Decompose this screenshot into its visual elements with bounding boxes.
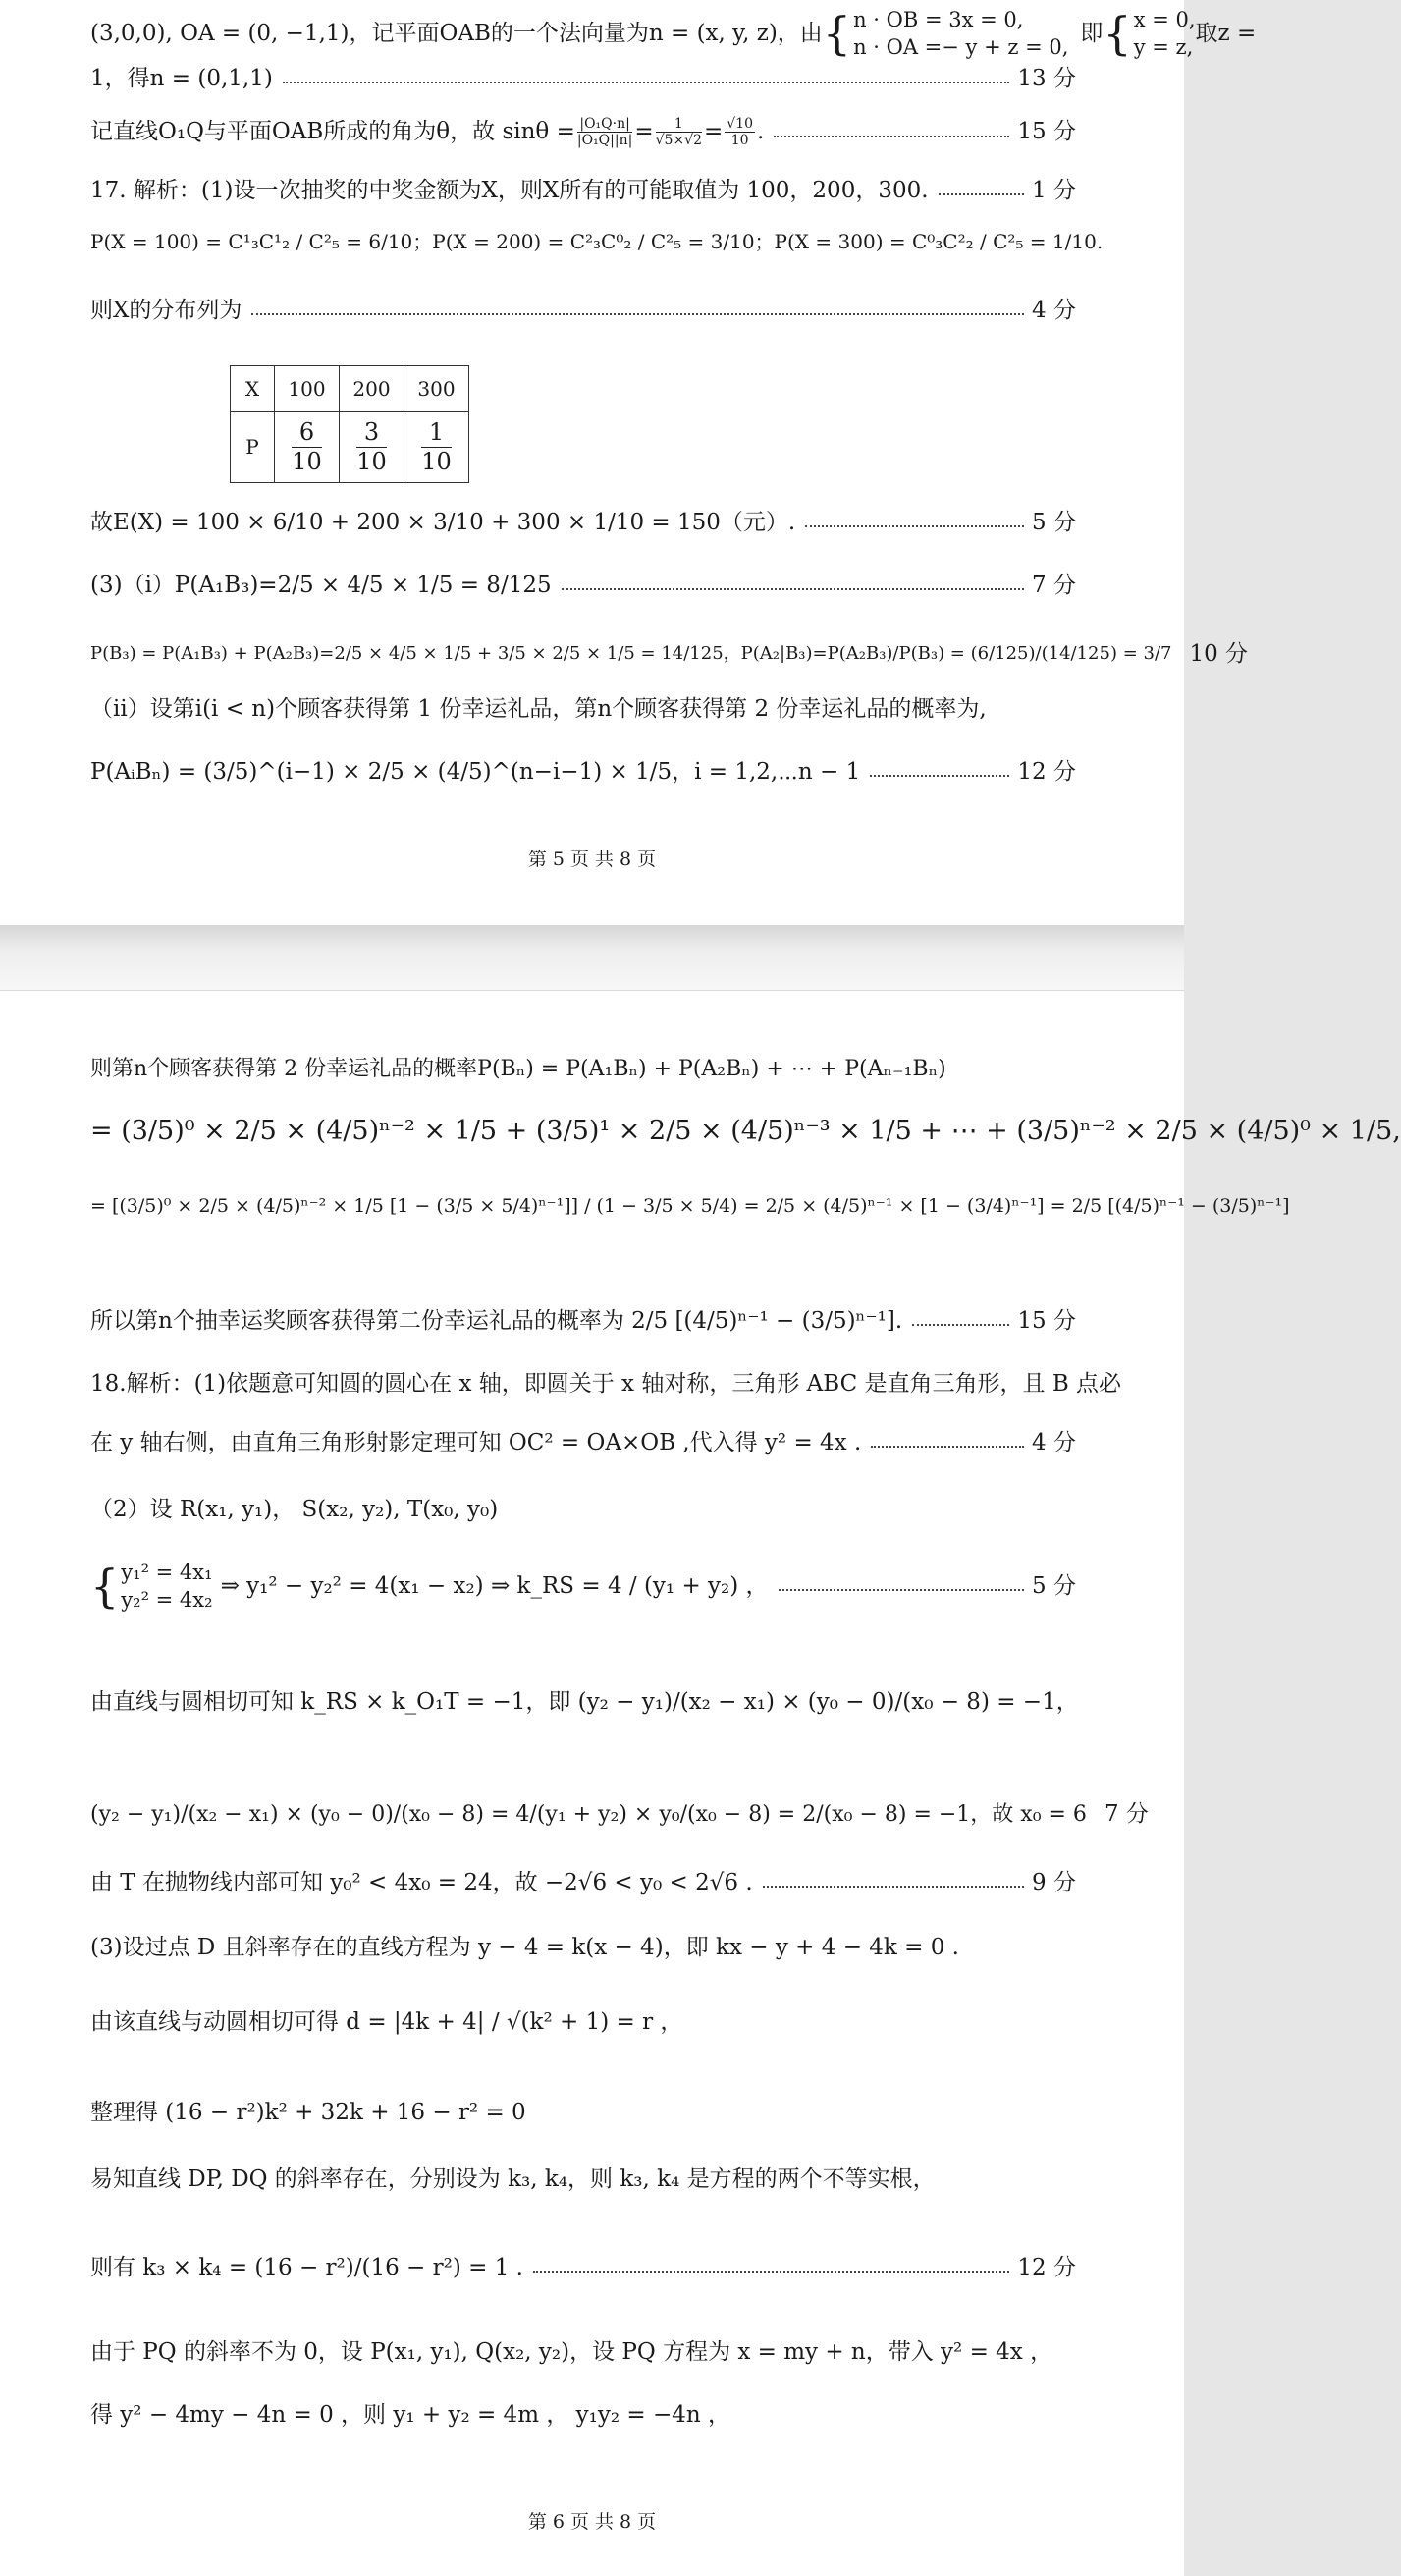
leader-dots — [871, 1446, 1024, 1448]
leader-dots — [562, 588, 1024, 590]
table-cell — [404, 412, 469, 483]
score-label: 15 分 — [1017, 119, 1076, 145]
projection-text: 在 y 轴右侧，由直角三角形射影定理可知 OC² = OA×OB ,代入得 y² = 4x . — [90, 1430, 862, 1455]
denominator: |O₁Q||n| — [576, 133, 633, 149]
score-label: 9 分 — [1032, 1870, 1076, 1895]
score-label: 7 分 — [1104, 1801, 1149, 1827]
solution-line-normal-vector — [90, 6, 1257, 62]
page-5 — [0, 0, 1257, 925]
page-separator — [0, 925, 1184, 990]
solution-line-roots — [90, 2165, 1076, 2194]
table-row — [231, 412, 469, 483]
fraction — [577, 116, 632, 148]
page-number: 第 5 页 共 8 页 — [527, 849, 657, 870]
leader-dots — [251, 313, 1024, 315]
solution-line-18-3 — [90, 1934, 1076, 1962]
solution-line-vieta — [90, 2401, 1076, 2430]
system-brace: { — [90, 1560, 120, 1614]
solution-line-tangent — [90, 1688, 1079, 1717]
solution-line-slope-rs — [90, 1559, 1076, 1615]
part-3-line-eq: (3)设过点 D 且斜率存在的直线方程为 y − 4 = k(x − 4)，即 kx − y + 4 − 4k = 0 . — [90, 1935, 959, 1960]
table-cell — [340, 412, 404, 483]
score-label: 12 分 — [1017, 759, 1076, 785]
score-label: 7 分 — [1032, 573, 1076, 598]
part-3-i-text: (3)（ⅰ）P(A₁B₃)=2/5 × 4/5 × 1/5 = 8/125 — [90, 573, 552, 598]
solution-system — [1134, 6, 1196, 62]
equation-system — [121, 1559, 212, 1615]
problem-18-text: 18.解析：(1)依题意可知圆的圆心在 x 轴，即圆关于 x 轴对称，三角形 ABC 是直角三角形，且 B 点必 — [90, 1371, 1122, 1397]
equation-system — [853, 6, 1068, 62]
sum-expansion-text: = (3/5)⁰ × 2/5 × (4/5)ⁿ⁻² × 1/5 + (3/5)¹ × 2/5 × (4/5)ⁿ⁻³ × 1/5 + ⋯ + (3/5)ⁿ⁻² × 2/5 × (4/5)⁰ × 1/5, — [90, 1116, 1401, 1146]
prob-formula-text: P(AᵢBₙ) = (3/5)^(i−1) × 2/5 × (4/5)^(n−i−1) × 1/5，i = 1,2,⋯n − 1 — [90, 759, 861, 785]
part-2-setup: （2）设 R(x₁, y₁)， S(x₂, y₂), T(x₀, y₀) — [90, 1497, 499, 1522]
fraction — [656, 116, 702, 148]
numerator: 1 — [656, 116, 702, 133]
solution-line-3-ii — [90, 695, 1076, 724]
solution-line-prob-formula — [90, 758, 1076, 787]
solution-line-product — [90, 2254, 1076, 2282]
solution-line-conditional — [90, 640, 1249, 669]
ji-text: 即 — [1080, 20, 1104, 46]
solution-line-sum-expansion — [90, 1115, 1401, 1148]
vieta-text: 得 y² − 4my − 4n = 0 ，则 y₁ + y₂ = 4m ， y₁y₂ = −4n ， — [90, 2402, 730, 2428]
pq-setup-text: 由于 PQ 的斜率不为 0，设 P(x₁, y₁), Q(x₂, y₂)，设 PQ 方程为 x = my + n，带入 y² = 4x ， — [90, 2339, 1053, 2365]
page-6 — [0, 990, 1401, 2576]
leader-dots — [805, 525, 1024, 527]
product-text: 则有 k₃ × k₄ = (16 − r²)/(16 − r²) = 1 . — [90, 2255, 523, 2280]
quadratic-text: 整理得 (16 − r²)k² + 32k + 16 − r² = 0 — [90, 2100, 526, 2125]
solution-line-quadratic — [90, 2099, 1076, 2127]
score-label: 5 分 — [1032, 1572, 1076, 1599]
score-label: 5 分 — [1032, 510, 1076, 535]
system-eq-2: n · OA =− y + z = 0, — [853, 35, 1069, 60]
table-cell: 100 — [275, 366, 340, 412]
solution-line-3-i — [90, 572, 1076, 600]
solution-line-conclusion — [90, 1307, 1076, 1336]
part-3-ii-text: （ⅱ）设第i(i < n)个顾客获得第 1 份幸运礼品，第n个顾客获得第 2 份幸运礼品的概率为, — [90, 696, 987, 722]
solution-line-distribution — [90, 297, 1076, 325]
probabilities-text: P(X = 100) = C¹₃C¹₂ / C²₅ = 6/10；P(X = 200) = C²₃C⁰₂ / C²₅ = 3/10；P(X = 300) = C⁰₃C²₂ / C²₅ = 1/10. — [90, 230, 1104, 253]
system-brace: { — [822, 7, 852, 61]
x0-result-text: (y₂ − y₁)/(x₂ − x₁) × (y₀ − 0)/(x₀ − 8) = 4/(y₁ + y₂) × y₀/(x₀ − 8) = 2/(x₀ − 8) = −1，故 x₀ = 6 — [90, 1801, 1087, 1827]
solution-line-probabilities — [90, 230, 1104, 254]
system-eq-1: y₁² = 4x₁ — [121, 1561, 213, 1584]
fraction — [356, 418, 387, 476]
solution-line-17-1 — [90, 177, 1076, 205]
score-label: 1 分 — [1032, 178, 1076, 203]
numerator: √10 — [727, 116, 754, 132]
leader-dots — [912, 1324, 1009, 1326]
leader-dots — [939, 193, 1025, 195]
pbn-text: 则第n个顾客获得第 2 份幸运礼品的概率P(Bₙ) = P(A₁Bₙ) + P(A₂Bₙ) + ⋯ + P(Aₙ₋₁Bₙ) — [90, 1057, 946, 1081]
numerator: |O₁Q·n| — [577, 116, 632, 133]
conditional-prob-text: P(B₃) = P(A₁B₃) + P(A₂B₃)=2/5 × 4/5 × 1/5 + 3/5 × 2/5 × 1/5 = 14/125，P(A₂|B₃)=P(A₂B₃)/P(B₃) = (6/125)/(14/125) = 3/7 — [90, 643, 1172, 665]
table-cell: X — [231, 366, 275, 412]
score-label: 10 分 — [1189, 641, 1249, 667]
solution-line-x0 — [90, 1800, 1149, 1829]
denominator: 10 — [356, 447, 387, 475]
sum-result-text: = [(3/5)⁰ × 2/5 × (4/5)ⁿ⁻² × 1/5 [1 − (3/5 × 5/4)ⁿ⁻¹]] / (1 − 3/5 × 5/4) = 2/5 × (4/5)ⁿ⁻¹ × [1 − (3/4)ⁿ⁻¹] = 2/5 [(4/5)ⁿ⁻¹ − (3/5)ⁿ⁻¹] — [90, 1195, 1290, 1217]
result-vector-text: 1，得n = (0,1,1) — [90, 66, 273, 91]
score-label: 15 分 — [1017, 1308, 1076, 1334]
fraction — [292, 418, 322, 476]
denominator: 10 — [730, 133, 749, 149]
distribution-intro: 则X的分布列为 — [90, 298, 242, 323]
solution-line-distance — [90, 2008, 1076, 2037]
take-z-text: 取z = — [1195, 20, 1257, 46]
table-cell — [275, 412, 340, 483]
system-eq-2: y₂² = 4x₂ — [121, 1588, 213, 1613]
leader-dots — [779, 1589, 1025, 1591]
denominator: √5×√2 — [655, 133, 702, 149]
solution-brace: { — [1103, 7, 1132, 61]
leader-dots — [870, 775, 1009, 777]
score-label: 13 分 — [1017, 66, 1076, 91]
system-eq-1: n · OB = 3x = 0, — [853, 8, 1024, 31]
distance-text: 由该直线与动圆相切可得 d = |4k + 4| / √(k² + 1) = r ， — [90, 2009, 683, 2035]
leader-dots — [763, 1886, 1024, 1888]
solution-line-sum-result — [90, 1195, 1290, 1219]
solution-line-pq — [90, 2338, 1076, 2367]
numerator: 6 — [292, 418, 322, 448]
solution-line-expectation — [90, 509, 1076, 537]
solution-line-result-vector — [90, 65, 1076, 93]
normal-vector-text: (3,0,0), OA = (0, −1,1)，记平面OAB的一个法向量为n = (x, y, z)，由 — [90, 20, 823, 46]
sin-theta-text: 记直线O₁Q与平面OAB所成的角为θ，故 sinθ = — [90, 119, 575, 145]
score-label: 4 分 — [1032, 1430, 1076, 1455]
leader-dots — [533, 2271, 1009, 2273]
fraction — [725, 116, 755, 148]
solution-eq-1: x = 0, — [1133, 8, 1196, 31]
solution-line-18-1 — [90, 1370, 1122, 1398]
problem-17-text: 17. 解析：(1)设一次抽奖的中奖金额为X，则X所有的可能取值为 100，200，300. — [90, 178, 929, 203]
score-label: 12 分 — [1017, 2255, 1076, 2280]
solution-line-pbn — [90, 1056, 1076, 1083]
expectation-text: 故E(X) = 100 × 6/10 + 200 × 3/10 + 300 × 1/10 = 150（元）. — [90, 510, 796, 535]
y0-range-text: 由 T 在抛物线内部可知 y₀² < 4x₀ = 24，故 −2√6 < y₀ < 2√6 . — [90, 1870, 753, 1895]
leader-dots — [774, 136, 1009, 137]
score-label: 4 分 — [1032, 298, 1076, 323]
denominator: 10 — [421, 447, 452, 475]
page-number: 第 6 页 共 8 页 — [527, 2511, 657, 2533]
roots-text: 易知直线 DP, DQ 的斜率存在，分别设为 k₃, k₄，则 k₃, k₄ 是方程的两个不等实根， — [90, 2166, 936, 2192]
solution-line-18-2 — [90, 1496, 1076, 1524]
numerator: 3 — [356, 418, 387, 448]
conclusion-text: 所以第n个抽幸运奖顾客获得第二份幸运礼品的概率为 2/5 [(4/5)ⁿ⁻¹ − (3/5)ⁿ⁻¹]. — [90, 1308, 903, 1334]
solution-line-18-1-cont — [90, 1429, 1076, 1457]
table-row — [231, 366, 469, 412]
tangent-condition-text: 由直线与圆相切可知 k_RS × k_O₁T = −1，即 (y₂ − y₁)/(x₂ − x₁) × (y₀ − 0)/(x₀ − 8) = −1， — [90, 1689, 1079, 1715]
numerator: 1 — [421, 418, 452, 448]
table-cell: 200 — [340, 366, 404, 412]
table-cell: 300 — [404, 366, 469, 412]
slope-rs-text: ⇒ y₁² − y₂² = 4(x₁ − x₂) ⇒ k_RS = 4 / (y₁ + y₂) ， — [220, 1572, 769, 1599]
leader-dots — [283, 82, 1010, 83]
table-cell: P — [231, 412, 275, 483]
denominator: 10 — [292, 447, 322, 475]
solution-line-y0-range — [90, 1869, 1076, 1897]
solution-eq-2: y = z, — [1133, 35, 1194, 60]
solution-line-sin-theta: 记直线O₁Q与平面OAB所成的角为θ，故 sinθ = $\frac{\text{|O₁Q·n|}}{\text{|O₁Q||n|}}$ = $\frac{1}{√5\times√2}$ = $\frac{√10}{10}$ . 15 分 — [90, 116, 1076, 149]
distribution-table — [230, 365, 469, 483]
fraction — [421, 418, 452, 476]
